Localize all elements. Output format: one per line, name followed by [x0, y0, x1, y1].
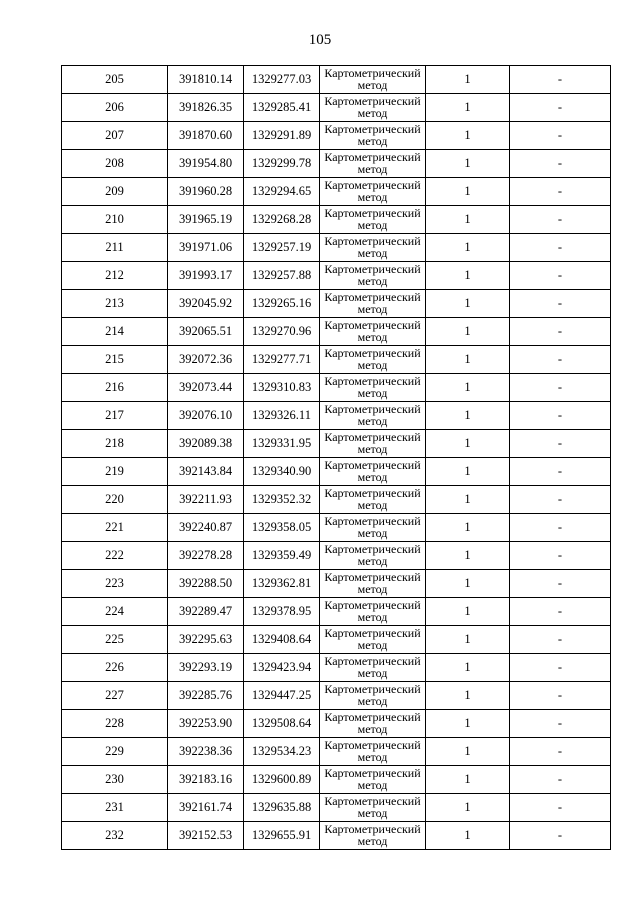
method-line-1: Картометрический [324, 262, 421, 276]
x-coordinate-cell: 392183.16 [168, 766, 244, 794]
table-row [62, 402, 611, 430]
note-cell: - [510, 542, 611, 570]
note-cell: - [510, 738, 611, 766]
method-line-1: Картометрический [324, 486, 421, 500]
method-line-2: метод [357, 722, 388, 736]
method-line-1: Картометрический [324, 402, 421, 416]
note-cell: - [510, 682, 611, 710]
table-row [62, 178, 611, 206]
x-coordinate-cell: 391960.28 [168, 178, 244, 206]
y-coordinate-cell: 1329340.90 [244, 458, 320, 486]
table-row [62, 682, 611, 710]
point-number-cell: 213 [62, 290, 168, 318]
method-line-1: Картометрический [324, 374, 421, 388]
x-coordinate-cell: 392288.50 [168, 570, 244, 598]
x-coordinate-cell: 392211.93 [168, 486, 244, 514]
y-coordinate-cell: 1329291.89 [244, 122, 320, 150]
count-cell: 1 [426, 682, 510, 710]
point-number-cell: 230 [62, 766, 168, 794]
point-number-cell: 224 [62, 598, 168, 626]
y-coordinate-cell: 1329508.64 [244, 710, 320, 738]
y-coordinate-cell: 1329423.94 [244, 654, 320, 682]
point-number-cell: 218 [62, 430, 168, 458]
note-cell: - [510, 290, 611, 318]
y-coordinate-cell: 1329277.03 [244, 66, 320, 94]
x-coordinate-cell: 391971.06 [168, 234, 244, 262]
point-number-cell: 221 [62, 514, 168, 542]
method-cell [320, 430, 426, 458]
count-cell: 1 [426, 94, 510, 122]
method-cell [320, 346, 426, 374]
method-line-2: метод [357, 330, 388, 344]
method-line-1: Картометрический [324, 150, 421, 164]
y-coordinate-cell: 1329447.25 [244, 682, 320, 710]
x-coordinate-cell: 392161.74 [168, 794, 244, 822]
method-line-1: Картометрический [324, 66, 421, 80]
y-coordinate-cell: 1329534.23 [244, 738, 320, 766]
table-row [62, 150, 611, 178]
x-coordinate-cell: 392253.90 [168, 710, 244, 738]
x-coordinate-cell: 391810.14 [168, 66, 244, 94]
method-line-1: Картометрический [324, 458, 421, 472]
x-coordinate-cell: 392143.84 [168, 458, 244, 486]
table-row [62, 822, 611, 850]
method-cell [320, 318, 426, 346]
point-number-cell: 228 [62, 710, 168, 738]
y-coordinate-cell: 1329265.16 [244, 290, 320, 318]
y-coordinate-cell: 1329378.95 [244, 598, 320, 626]
point-number-cell: 207 [62, 122, 168, 150]
note-cell: - [510, 374, 611, 402]
table-row [62, 430, 611, 458]
method-line-1: Картометрический [324, 318, 421, 332]
point-number-cell: 212 [62, 262, 168, 290]
method-cell [320, 94, 426, 122]
x-coordinate-cell: 392295.63 [168, 626, 244, 654]
method-cell [320, 542, 426, 570]
method-cell [320, 598, 426, 626]
note-cell: - [510, 318, 611, 346]
method-cell [320, 290, 426, 318]
x-coordinate-cell: 392238.36 [168, 738, 244, 766]
point-number-cell: 229 [62, 738, 168, 766]
method-line-1: Картометрический [324, 766, 421, 780]
y-coordinate-cell: 1329285.41 [244, 94, 320, 122]
point-number-cell: 215 [62, 346, 168, 374]
point-number-cell: 211 [62, 234, 168, 262]
method-cell [320, 374, 426, 402]
note-cell: - [510, 794, 611, 822]
note-cell: - [510, 346, 611, 374]
method-cell [320, 486, 426, 514]
point-number-cell: 223 [62, 570, 168, 598]
method-cell [320, 122, 426, 150]
note-cell: - [510, 206, 611, 234]
y-coordinate-cell: 1329359.49 [244, 542, 320, 570]
method-cell [320, 710, 426, 738]
count-cell: 1 [426, 738, 510, 766]
method-line-1: Картометрический [324, 234, 421, 248]
point-number-cell: 232 [62, 822, 168, 850]
note-cell: - [510, 822, 611, 850]
x-coordinate-cell: 392278.28 [168, 542, 244, 570]
method-line-2: метод [357, 694, 388, 708]
count-cell: 1 [426, 794, 510, 822]
note-cell: - [510, 150, 611, 178]
method-line-2: метод [357, 190, 388, 204]
y-coordinate-cell: 1329326.11 [244, 402, 320, 430]
table-row [62, 654, 611, 682]
method-line-2: метод [357, 134, 388, 148]
y-coordinate-cell: 1329310.83 [244, 374, 320, 402]
x-coordinate-cell: 391826.35 [168, 94, 244, 122]
method-line-2: метод [357, 246, 388, 260]
count-cell: 1 [426, 458, 510, 486]
table-row [62, 374, 611, 402]
x-coordinate-cell: 392072.36 [168, 346, 244, 374]
method-line-1: Картометрический [324, 654, 421, 668]
note-cell: - [510, 458, 611, 486]
count-cell: 1 [426, 122, 510, 150]
count-cell: 1 [426, 262, 510, 290]
method-line-1: Картометрический [324, 290, 421, 304]
method-cell [320, 570, 426, 598]
method-line-1: Картометрический [324, 570, 421, 584]
table-row [62, 542, 611, 570]
method-cell [320, 234, 426, 262]
point-number-cell: 227 [62, 682, 168, 710]
note-cell: - [510, 626, 611, 654]
x-coordinate-cell: 392285.76 [168, 682, 244, 710]
method-cell [320, 150, 426, 178]
method-line-2: метод [357, 442, 388, 456]
method-line-2: метод [357, 666, 388, 680]
count-cell: 1 [426, 514, 510, 542]
x-coordinate-cell: 391965.19 [168, 206, 244, 234]
x-coordinate-cell: 392289.47 [168, 598, 244, 626]
note-cell: - [510, 66, 611, 94]
note-cell: - [510, 178, 611, 206]
note-cell: - [510, 94, 611, 122]
table-row [62, 626, 611, 654]
method-cell [320, 766, 426, 794]
method-cell [320, 262, 426, 290]
point-number-cell: 217 [62, 402, 168, 430]
count-cell: 1 [426, 234, 510, 262]
x-coordinate-cell: 392089.38 [168, 430, 244, 458]
method-cell [320, 738, 426, 766]
method-cell [320, 822, 426, 850]
method-cell [320, 66, 426, 94]
y-coordinate-cell: 1329408.64 [244, 626, 320, 654]
note-cell: - [510, 514, 611, 542]
method-line-2: метод [357, 498, 388, 512]
table-row [62, 318, 611, 346]
count-cell: 1 [426, 822, 510, 850]
method-line-1: Картометрический [324, 430, 421, 444]
method-cell [320, 206, 426, 234]
point-number-cell: 208 [62, 150, 168, 178]
coordinates-table-body [62, 66, 611, 850]
coordinates-table [61, 65, 611, 850]
point-number-cell: 206 [62, 94, 168, 122]
method-line-2: метод [357, 470, 388, 484]
count-cell: 1 [426, 374, 510, 402]
method-line-2: метод [357, 274, 388, 288]
method-line-2: метод [357, 834, 388, 848]
table-row [62, 738, 611, 766]
y-coordinate-cell: 1329270.96 [244, 318, 320, 346]
note-cell: - [510, 262, 611, 290]
note-cell: - [510, 710, 611, 738]
point-number-cell: 225 [62, 626, 168, 654]
y-coordinate-cell: 1329655.91 [244, 822, 320, 850]
method-line-2: метод [357, 638, 388, 652]
method-cell [320, 458, 426, 486]
table-row [62, 206, 611, 234]
method-line-2: метод [357, 218, 388, 232]
method-line-1: Картометрический [324, 122, 421, 136]
count-cell: 1 [426, 486, 510, 514]
method-line-1: Картометрический [324, 94, 421, 108]
count-cell: 1 [426, 206, 510, 234]
count-cell: 1 [426, 430, 510, 458]
method-line-1: Картометрический [324, 542, 421, 556]
y-coordinate-cell: 1329358.05 [244, 514, 320, 542]
method-cell [320, 514, 426, 542]
method-line-1: Картометрический [324, 626, 421, 640]
y-coordinate-cell: 1329257.19 [244, 234, 320, 262]
page-number: 105 [308, 32, 332, 48]
table-row [62, 262, 611, 290]
y-coordinate-cell: 1329277.71 [244, 346, 320, 374]
note-cell: - [510, 598, 611, 626]
note-cell: - [510, 570, 611, 598]
count-cell: 1 [426, 570, 510, 598]
x-coordinate-cell: 392065.51 [168, 318, 244, 346]
method-line-1: Картометрический [324, 710, 421, 724]
method-cell [320, 682, 426, 710]
method-line-2: метод [357, 582, 388, 596]
method-line-2: метод [357, 414, 388, 428]
method-line-2: метод [357, 806, 388, 820]
table-row [62, 122, 611, 150]
count-cell: 1 [426, 626, 510, 654]
x-coordinate-cell: 392240.87 [168, 514, 244, 542]
method-cell [320, 402, 426, 430]
y-coordinate-cell: 1329299.78 [244, 150, 320, 178]
method-line-2: метод [357, 162, 388, 176]
count-cell: 1 [426, 766, 510, 794]
table-row [62, 598, 611, 626]
point-number-cell: 219 [62, 458, 168, 486]
method-line-2: метод [357, 554, 388, 568]
x-coordinate-cell: 392076.10 [168, 402, 244, 430]
y-coordinate-cell: 1329635.88 [244, 794, 320, 822]
method-line-1: Картометрический [324, 178, 421, 192]
x-coordinate-cell: 392293.19 [168, 654, 244, 682]
table-row [62, 766, 611, 794]
x-coordinate-cell: 392152.53 [168, 822, 244, 850]
method-line-2: метод [357, 78, 388, 92]
point-number-cell: 222 [62, 542, 168, 570]
note-cell: - [510, 234, 611, 262]
method-line-2: метод [357, 302, 388, 316]
count-cell: 1 [426, 150, 510, 178]
method-line-1: Картометрический [324, 794, 421, 808]
note-cell: - [510, 122, 611, 150]
table-row [62, 290, 611, 318]
point-number-cell: 226 [62, 654, 168, 682]
table-row [62, 486, 611, 514]
note-cell: - [510, 430, 611, 458]
y-coordinate-cell: 1329362.81 [244, 570, 320, 598]
y-coordinate-cell: 1329294.65 [244, 178, 320, 206]
method-line-2: метод [357, 106, 388, 120]
note-cell: - [510, 402, 611, 430]
method-line-1: Картометрический [324, 822, 421, 836]
method-line-2: метод [357, 750, 388, 764]
y-coordinate-cell: 1329600.89 [244, 766, 320, 794]
method-line-1: Картометрический [324, 514, 421, 528]
count-cell: 1 [426, 66, 510, 94]
count-cell: 1 [426, 654, 510, 682]
method-line-2: метод [357, 386, 388, 400]
count-cell: 1 [426, 178, 510, 206]
point-number-cell: 214 [62, 318, 168, 346]
count-cell: 1 [426, 710, 510, 738]
y-coordinate-cell: 1329268.28 [244, 206, 320, 234]
method-line-1: Картометрический [324, 738, 421, 752]
count-cell: 1 [426, 318, 510, 346]
note-cell: - [510, 486, 611, 514]
table-row [62, 346, 611, 374]
point-number-cell: 205 [62, 66, 168, 94]
method-cell [320, 794, 426, 822]
x-coordinate-cell: 392045.92 [168, 290, 244, 318]
table-row [62, 234, 611, 262]
point-number-cell: 210 [62, 206, 168, 234]
x-coordinate-cell: 392073.44 [168, 374, 244, 402]
count-cell: 1 [426, 402, 510, 430]
note-cell: - [510, 654, 611, 682]
x-coordinate-cell: 391993.17 [168, 262, 244, 290]
point-number-cell: 216 [62, 374, 168, 402]
count-cell: 1 [426, 542, 510, 570]
table-row [62, 514, 611, 542]
table-row [62, 458, 611, 486]
method-cell [320, 626, 426, 654]
table-row [62, 570, 611, 598]
point-number-cell: 220 [62, 486, 168, 514]
table-row [62, 794, 611, 822]
y-coordinate-cell: 1329331.95 [244, 430, 320, 458]
x-coordinate-cell: 391870.60 [168, 122, 244, 150]
x-coordinate-cell: 391954.80 [168, 150, 244, 178]
count-cell: 1 [426, 290, 510, 318]
point-number-cell: 209 [62, 178, 168, 206]
method-line-1: Картометрический [324, 206, 421, 220]
method-line-2: метод [357, 610, 388, 624]
point-number-cell: 231 [62, 794, 168, 822]
method-cell [320, 654, 426, 682]
count-cell: 1 [426, 598, 510, 626]
method-line-1: Картометрический [324, 682, 421, 696]
table-row [62, 66, 611, 94]
table-row [62, 710, 611, 738]
method-line-1: Картометрический [324, 598, 421, 612]
method-line-2: метод [357, 778, 388, 792]
y-coordinate-cell: 1329352.32 [244, 486, 320, 514]
method-cell [320, 178, 426, 206]
method-line-1: Картометрический [324, 346, 421, 360]
method-line-2: метод [357, 358, 388, 372]
note-cell: - [510, 766, 611, 794]
y-coordinate-cell: 1329257.88 [244, 262, 320, 290]
method-line-2: метод [357, 526, 388, 540]
table-row [62, 94, 611, 122]
count-cell: 1 [426, 346, 510, 374]
